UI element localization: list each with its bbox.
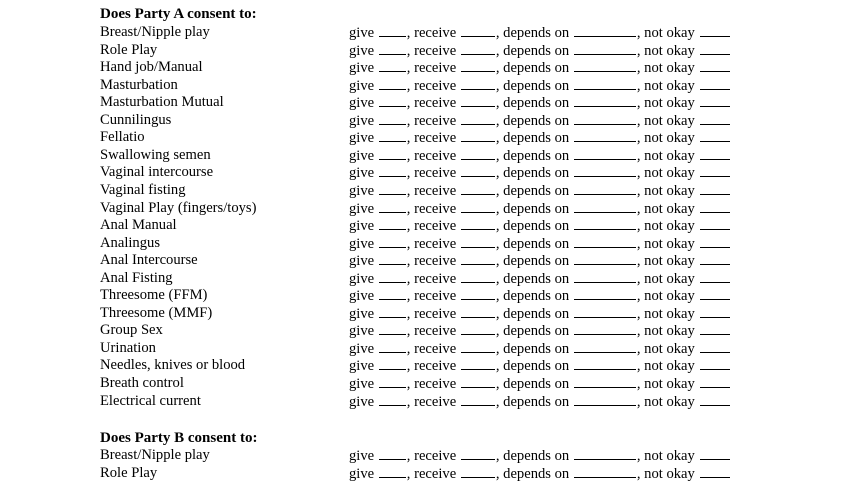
consent-options	[349, 357, 731, 376]
depends-on-blank[interactable]	[574, 147, 636, 160]
not-okay-blank[interactable]	[700, 217, 730, 230]
receive-blank[interactable]	[461, 94, 495, 107]
not-okay-blank[interactable]	[700, 129, 730, 142]
not-okay-blank[interactable]	[700, 447, 730, 460]
give-blank[interactable]	[379, 24, 406, 37]
activity-label: Electrical current	[100, 392, 201, 409]
receive-blank[interactable]	[461, 112, 495, 125]
give-label: give	[349, 25, 378, 41]
activity-label: Role Play	[100, 41, 158, 58]
receive-label: , receive	[406, 60, 460, 77]
depends-on-blank[interactable]	[574, 129, 636, 142]
receive-label: , receive	[406, 165, 460, 182]
not-okay-label: , not okay	[636, 465, 699, 482]
depends-on-label: , depends on	[495, 358, 573, 375]
give-blank[interactable]	[379, 393, 406, 406]
depends-on-label: , depends on	[495, 376, 573, 392]
consent-options	[349, 305, 731, 324]
not-okay-blank[interactable]	[700, 357, 730, 370]
depends-on-blank[interactable]	[574, 59, 636, 72]
not-okay-blank[interactable]	[700, 200, 730, 213]
give-blank[interactable]	[379, 200, 406, 213]
not-okay-label: , not okay	[636, 253, 699, 270]
consent-options	[349, 129, 731, 148]
consent-options	[349, 270, 731, 289]
depends-on-blank[interactable]	[574, 94, 636, 107]
receive-label: , receive	[406, 376, 460, 392]
activity-label: Breast/Nipple play	[100, 447, 210, 463]
not-okay-label: , not okay	[636, 60, 699, 77]
consent-row	[0, 287, 850, 305]
receive-label: , receive	[406, 147, 460, 164]
receive-label: , receive	[406, 465, 460, 482]
not-okay-blank[interactable]	[700, 252, 730, 265]
activity-label: Threesome (FFM)	[100, 287, 208, 304]
depends-on-label: , depends on	[495, 235, 573, 252]
receive-label: , receive	[406, 288, 460, 305]
consent-options	[349, 447, 731, 466]
activity-label: Urination	[100, 339, 156, 356]
consent-options	[349, 340, 731, 359]
not-okay-blank[interactable]	[700, 94, 730, 107]
give-label: give	[349, 60, 378, 77]
depends-on-label: , depends on	[495, 147, 573, 164]
depends-on-label: , depends on	[495, 270, 573, 287]
not-okay-label: , not okay	[636, 393, 699, 410]
consent-row	[0, 447, 850, 465]
give-label: give	[349, 448, 378, 464]
not-okay-blank[interactable]	[700, 182, 730, 195]
consent-row	[0, 217, 850, 235]
consent-options	[349, 287, 731, 306]
depends-on-label: , depends on	[495, 165, 573, 182]
activity-label: Analingus	[100, 234, 160, 251]
not-okay-label: , not okay	[636, 448, 699, 464]
depends-on-blank[interactable]	[574, 77, 636, 90]
give-label: give	[349, 147, 378, 164]
depends-on-label: , depends on	[495, 323, 573, 340]
give-label: give	[349, 393, 378, 410]
receive-label: , receive	[406, 270, 460, 287]
consent-options	[349, 42, 731, 61]
depends-on-blank[interactable]	[574, 375, 636, 388]
depends-on-label: , depends on	[495, 112, 573, 129]
not-okay-blank[interactable]	[700, 287, 730, 300]
give-label: give	[349, 340, 378, 357]
depends-on-label: , depends on	[495, 340, 573, 357]
not-okay-blank[interactable]	[700, 42, 730, 55]
consent-options	[349, 217, 731, 236]
give-blank[interactable]	[379, 235, 406, 248]
give-blank[interactable]	[379, 340, 406, 353]
receive-blank[interactable]	[461, 305, 495, 318]
consent-options	[349, 182, 731, 201]
not-okay-label: , not okay	[636, 130, 699, 147]
not-okay-label: , not okay	[636, 305, 699, 322]
consent-row	[0, 465, 850, 483]
give-blank[interactable]	[379, 252, 406, 265]
receive-blank[interactable]	[461, 252, 495, 265]
consent-options	[349, 164, 731, 183]
consent-row	[0, 322, 850, 340]
depends-on-blank[interactable]	[574, 42, 636, 55]
depends-on-blank[interactable]	[574, 340, 636, 353]
give-blank[interactable]	[379, 305, 406, 318]
receive-label: , receive	[406, 235, 460, 252]
activity-label: Role Play	[100, 464, 158, 481]
give-label: give	[349, 358, 378, 375]
not-okay-label: , not okay	[636, 358, 699, 375]
consent-row	[0, 357, 850, 375]
activity-label: Vaginal fisting	[100, 181, 186, 198]
not-okay-blank[interactable]	[700, 164, 730, 177]
give-label: give	[349, 288, 378, 305]
depends-on-blank[interactable]	[574, 322, 636, 335]
receive-blank[interactable]	[461, 217, 495, 230]
activity-label: Masturbation	[100, 76, 178, 93]
not-okay-label: , not okay	[636, 112, 699, 129]
not-okay-label: , not okay	[636, 77, 699, 94]
consent-row	[0, 112, 850, 130]
not-okay-label: , not okay	[636, 200, 699, 217]
activity-label: Breast/Nipple play	[100, 24, 210, 40]
depends-on-blank[interactable]	[574, 465, 636, 478]
not-okay-blank[interactable]	[700, 59, 730, 72]
give-blank[interactable]	[379, 357, 406, 370]
not-okay-label: , not okay	[636, 218, 699, 235]
activity-label: Masturbation Mutual	[100, 94, 224, 111]
give-label: give	[349, 182, 378, 199]
receive-blank[interactable]	[461, 182, 495, 195]
give-label: give	[349, 305, 378, 322]
give-label: give	[349, 200, 378, 217]
receive-blank[interactable]	[461, 235, 495, 248]
depends-on-blank[interactable]	[574, 182, 636, 195]
activity-label: Anal Fisting	[100, 269, 173, 286]
activity-label: Group Sex	[100, 322, 163, 339]
consent-row	[0, 270, 850, 288]
not-okay-blank[interactable]	[700, 270, 730, 283]
give-blank[interactable]	[379, 129, 406, 142]
give-blank[interactable]	[379, 287, 406, 300]
activity-label: Cunnilingus	[100, 111, 172, 128]
not-okay-blank[interactable]	[700, 393, 730, 406]
give-blank[interactable]	[379, 77, 406, 90]
depends-on-label: , depends on	[495, 448, 573, 464]
consent-row	[0, 164, 850, 182]
consent-options	[349, 322, 731, 341]
not-okay-blank[interactable]	[700, 112, 730, 125]
receive-label: , receive	[406, 182, 460, 199]
give-label: give	[349, 235, 378, 252]
consent-row	[0, 147, 850, 165]
give-label: give	[349, 42, 378, 59]
not-okay-label: , not okay	[636, 95, 699, 112]
activity-label: Hand job/Manual	[100, 59, 203, 76]
give-blank[interactable]	[379, 447, 406, 460]
depends-on-blank[interactable]	[574, 235, 636, 248]
depends-on-label: , depends on	[495, 25, 573, 41]
depends-on-label: , depends on	[495, 305, 573, 322]
receive-label: , receive	[406, 42, 460, 59]
not-okay-blank[interactable]	[700, 340, 730, 353]
consent-options	[349, 59, 731, 78]
give-blank[interactable]	[379, 375, 406, 388]
depends-on-label: , depends on	[495, 60, 573, 77]
consent-row	[0, 77, 850, 95]
consent-row	[0, 182, 850, 200]
not-okay-blank[interactable]	[700, 465, 730, 478]
receive-label: , receive	[406, 200, 460, 217]
consent-options	[349, 252, 731, 271]
not-okay-label: , not okay	[636, 270, 699, 287]
depends-on-blank[interactable]	[574, 270, 636, 283]
receive-label: , receive	[406, 218, 460, 235]
depends-on-blank[interactable]	[574, 447, 636, 460]
depends-on-blank[interactable]	[574, 393, 636, 406]
receive-label: , receive	[406, 112, 460, 129]
activity-label: Threesome (MMF)	[100, 304, 213, 321]
give-blank[interactable]	[379, 270, 406, 283]
depends-on-label: , depends on	[495, 218, 573, 235]
not-okay-label: , not okay	[636, 235, 699, 252]
depends-on-label: , depends on	[495, 253, 573, 270]
depends-on-blank[interactable]	[574, 305, 636, 318]
give-blank[interactable]	[379, 147, 406, 160]
receive-blank[interactable]	[461, 42, 495, 55]
not-okay-label: , not okay	[636, 288, 699, 305]
consent-row	[0, 340, 850, 358]
not-okay-label: , not okay	[636, 323, 699, 340]
give-blank[interactable]	[379, 182, 406, 195]
receive-label: , receive	[406, 77, 460, 94]
not-okay-label: , not okay	[636, 42, 699, 59]
consent-row	[0, 94, 850, 112]
consent-options	[349, 200, 731, 219]
consent-options	[349, 235, 731, 254]
receive-blank[interactable]	[461, 287, 495, 300]
depends-on-blank[interactable]	[574, 217, 636, 230]
receive-blank[interactable]	[461, 77, 495, 90]
give-label: give	[349, 130, 378, 147]
activity-label: Swallowing semen	[100, 146, 211, 163]
give-label: give	[349, 465, 378, 482]
receive-blank[interactable]	[461, 357, 495, 370]
receive-blank[interactable]	[461, 147, 495, 160]
give-blank[interactable]	[379, 112, 406, 125]
consent-row	[0, 305, 850, 323]
depends-on-label: , depends on	[495, 200, 573, 217]
receive-label: , receive	[406, 323, 460, 340]
not-okay-blank[interactable]	[700, 375, 730, 388]
consent-row	[0, 375, 850, 393]
receive-label: , receive	[406, 358, 460, 375]
depends-on-label: , depends on	[495, 288, 573, 305]
receive-label: , receive	[406, 305, 460, 322]
not-okay-label: , not okay	[636, 182, 699, 199]
give-label: give	[349, 218, 378, 235]
activity-label: Vaginal intercourse	[100, 164, 214, 181]
give-label: give	[349, 95, 378, 112]
receive-blank[interactable]	[461, 270, 495, 283]
activity-label: Anal Manual	[100, 217, 177, 234]
depends-on-label: , depends on	[495, 77, 573, 94]
give-label: give	[349, 112, 378, 129]
give-blank[interactable]	[379, 164, 406, 177]
give-label: give	[349, 376, 378, 392]
depends-on-label: , depends on	[495, 182, 573, 199]
give-blank[interactable]	[379, 465, 406, 478]
receive-blank[interactable]	[461, 340, 495, 353]
consent-options	[349, 77, 731, 96]
receive-label: , receive	[406, 448, 460, 464]
activity-label: Vaginal Play (fingers/toys)	[100, 199, 257, 216]
not-okay-blank[interactable]	[700, 235, 730, 248]
receive-blank[interactable]	[461, 59, 495, 72]
consent-row	[0, 24, 850, 42]
receive-label: , receive	[406, 130, 460, 147]
activity-label: Needles, knives or blood	[100, 357, 246, 374]
receive-blank[interactable]	[461, 200, 495, 213]
receive-blank[interactable]	[461, 164, 495, 177]
receive-blank[interactable]	[461, 375, 495, 388]
give-label: give	[349, 77, 378, 94]
give-blank[interactable]	[379, 94, 406, 107]
activity-label: Anal Intercourse	[100, 252, 198, 269]
consent-options	[349, 375, 731, 394]
depends-on-label: , depends on	[495, 42, 573, 59]
consent-options	[349, 465, 731, 483]
consent-options	[349, 147, 731, 166]
depends-on-label: , depends on	[495, 130, 573, 147]
not-okay-blank[interactable]	[700, 322, 730, 335]
activity-label: Breath control	[100, 375, 184, 391]
receive-label: , receive	[406, 340, 460, 357]
depends-on-label: , depends on	[495, 393, 573, 410]
give-blank[interactable]	[379, 217, 406, 230]
depends-on-blank[interactable]	[574, 200, 636, 213]
give-blank[interactable]	[379, 322, 406, 335]
consent-options	[349, 94, 731, 113]
depends-on-blank[interactable]	[574, 164, 636, 177]
not-okay-blank[interactable]	[700, 147, 730, 160]
not-okay-label: , not okay	[636, 25, 699, 41]
depends-on-blank[interactable]	[574, 252, 636, 265]
not-okay-label: , not okay	[636, 340, 699, 357]
not-okay-label: , not okay	[636, 376, 699, 392]
not-okay-blank[interactable]	[700, 305, 730, 318]
give-label: give	[349, 270, 378, 287]
section-b-heading: Does Party B consent to:	[100, 430, 258, 446]
receive-blank[interactable]	[461, 24, 495, 37]
depends-on-label: , depends on	[495, 95, 573, 112]
consent-row	[0, 235, 850, 253]
not-okay-blank[interactable]	[700, 77, 730, 90]
receive-blank[interactable]	[461, 447, 495, 460]
consent-options	[349, 24, 731, 43]
section-a-heading: Does Party A consent to:	[100, 6, 257, 22]
depends-on-label: , depends on	[495, 465, 573, 482]
depends-on-blank[interactable]	[574, 112, 636, 125]
receive-label: , receive	[406, 95, 460, 112]
receive-blank[interactable]	[461, 129, 495, 142]
give-label: give	[349, 323, 378, 340]
depends-on-blank[interactable]	[574, 24, 636, 37]
not-okay-blank[interactable]	[700, 24, 730, 37]
consent-row	[0, 252, 850, 270]
receive-blank[interactable]	[461, 322, 495, 335]
depends-on-blank[interactable]	[574, 357, 636, 370]
consent-row	[0, 393, 850, 411]
receive-blank[interactable]	[461, 393, 495, 406]
give-label: give	[349, 253, 378, 270]
consent-row	[0, 42, 850, 60]
receive-label: , receive	[406, 393, 460, 410]
not-okay-label: , not okay	[636, 165, 699, 182]
depends-on-blank[interactable]	[574, 287, 636, 300]
activity-label: Fellatio	[100, 129, 145, 146]
receive-label: , receive	[406, 25, 460, 41]
consent-row	[0, 59, 850, 77]
consent-options	[349, 393, 731, 412]
consent-row	[0, 129, 850, 147]
give-blank[interactable]	[379, 59, 406, 72]
consent-options	[349, 112, 731, 131]
consent-row	[0, 200, 850, 218]
give-blank[interactable]	[379, 42, 406, 55]
receive-label: , receive	[406, 253, 460, 270]
receive-blank[interactable]	[461, 465, 495, 478]
not-okay-label: , not okay	[636, 147, 699, 164]
give-label: give	[349, 165, 378, 182]
